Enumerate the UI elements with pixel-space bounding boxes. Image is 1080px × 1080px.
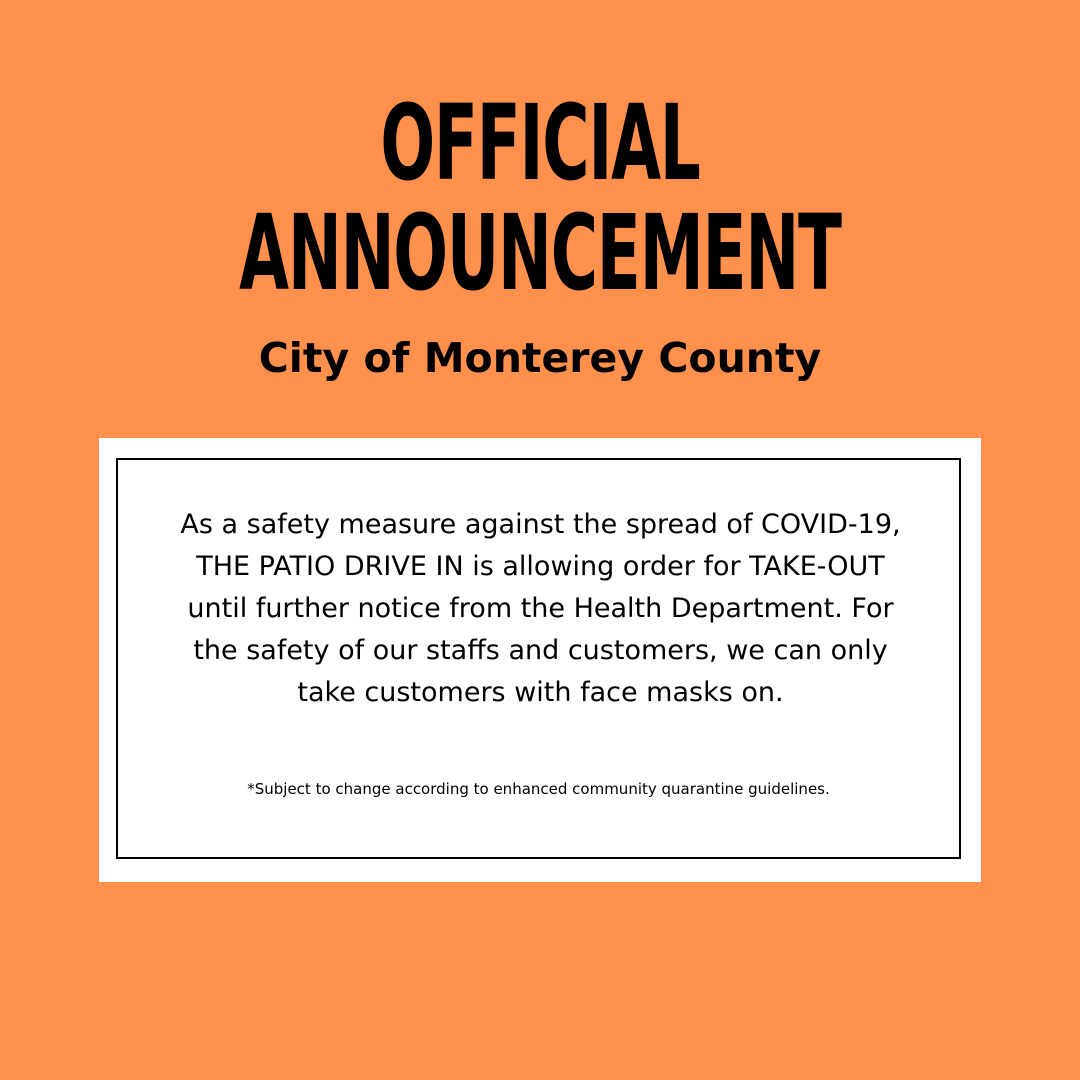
notice-card xyxy=(99,438,981,882)
subtitle: City of Monterey County xyxy=(258,334,822,382)
notice-footnote: *Subject to change according to enhanced community quarantine guidelines. xyxy=(247,780,830,798)
notice-card-border xyxy=(116,458,961,859)
title-line-1: OFFICIAL xyxy=(380,82,700,204)
notice-message: As a safety measure against the spread of COVID-19, THE PATIO DRIVE IN is allowing order for TAKE-OUT until further notice from the Health Department. For the safety of our staffs and customers, we can only take customers with face masks on. xyxy=(180,509,901,708)
title-line-2: ANNOUNCEMENT xyxy=(239,192,841,314)
